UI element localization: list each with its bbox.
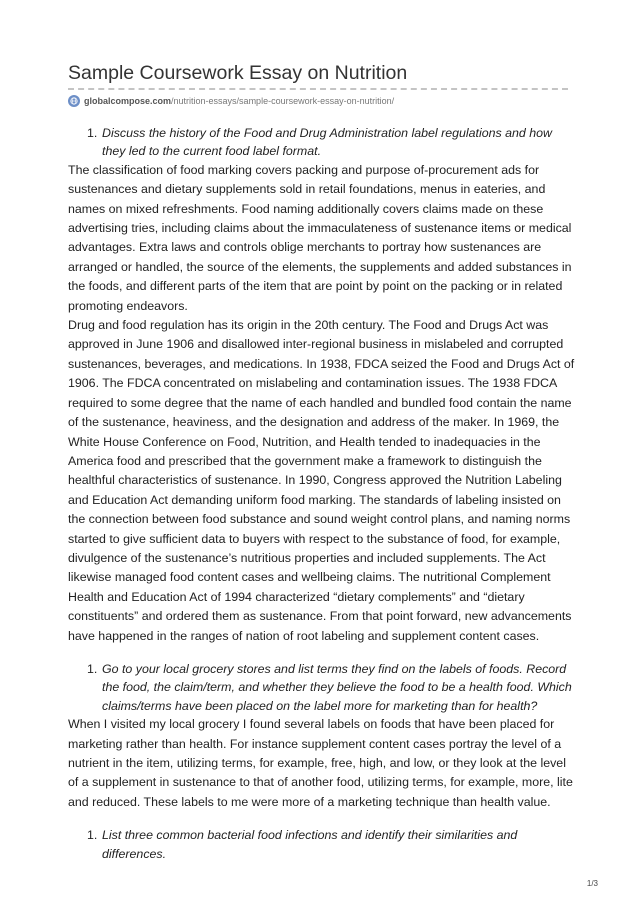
essay-content (68, 124, 578, 863)
answer-paragraph: Drug and food regulation has its origin in the 20th century. The Food and Drugs Act was approved in June 1906 and disallowed inter-regional business in mislabeled and corrupted sustenances, beverages, and medications. In 1938, FDCA seized the Food and Drugs Act of 1906. The FDCA concentrated on mislabeling and contamination issues. The 1938 FDCA required to some degree that the name of each handled and bundled food contain the name of the sustenance, heaviness, and the designation and address of the maker. In 1969, the White House Conference on Food, Nutrition, and Health tended to inadequacies in the America food and prescribed that the government make a framework to distinguish the healthful characteristics of sustenance. In 1990, Congress approved the Nutrition Labeling and Education Act demanding uniform food marking. The standards of labeling insisted on the connection between food substance and sound weight control plans, and naming norms started to give sufficient data to buyers with respect to the substance of food, for example, divulgence of the sustenance’s nutritious properties and included supplements. The Act likewise managed food content cases and wellbeing claims. The nutritional Complement Health and Education Act of 1994 characterized “dietary complements” and “dietary constituents” and ordered them as sustenance. From that point forward, new advancements have happened in the ranges of nation of root labeling and supplement content cases. (68, 318, 575, 643)
globe-icon (68, 95, 80, 107)
question-item (68, 124, 578, 161)
answer-paragraph: When I visited my local grocery I found several labels on foods that have been placed for marketing rather than health. For instance supplement content cases portray the level of a nutrient in the item, utilizing terms, for example, free, high, and low, or they look at the level of a supplement in sustenance to that of another food, utilizing terms, for example, more, lite and reduced. These labels to me were more of a marketing technique than health value. (68, 717, 573, 809)
title-divider (68, 88, 568, 90)
page-number: 1/3 (586, 879, 598, 888)
source-domain: globalcompose.com (84, 96, 172, 106)
question-item (68, 826, 578, 863)
question-number: 1. (87, 828, 98, 843)
source-link[interactable] (68, 93, 394, 109)
question-text: Discuss the history of the Food and Drug Administration label regulations and how they led to the current food label format. (102, 126, 552, 159)
question-number: 1. (87, 661, 98, 676)
source-url[interactable] (84, 96, 394, 106)
source-path: /nutrition-essays/sample-coursework-essay-on-nutrition/ (171, 96, 395, 106)
question-text: Go to your local grocery stores and list terms they find on the labels of foods. Record the food, the claim/term, and whether they believe the food to be a health food. Which claims/terms have been placed on the label more for marketing than for health? (102, 661, 572, 713)
question-text: List three common bacterial food infections and identify their similarities and differences. (102, 828, 518, 861)
answer-paragraph: The classification of food marking covers packing and purpose of-procurement ads for sustenances and dietary supplements sold in retail foundations, menus in eateries, and names on mixed refreshments. Food naming additionally covers claims made on these advertising tries, including claims about the immaculateness of sustenance items or medical advantages. Extra laws and controls oblige merchants to portray how sustenances are arranged or handled, the source of the elements, the supplements and added substances in the foods, and different parts of the item that are point by point on the packing or in related promoting endeavors. (68, 162, 572, 313)
page-title: Sample Coursework Essay on Nutrition (68, 62, 408, 84)
question-number: 1. (87, 126, 98, 140)
question-item (68, 660, 578, 715)
